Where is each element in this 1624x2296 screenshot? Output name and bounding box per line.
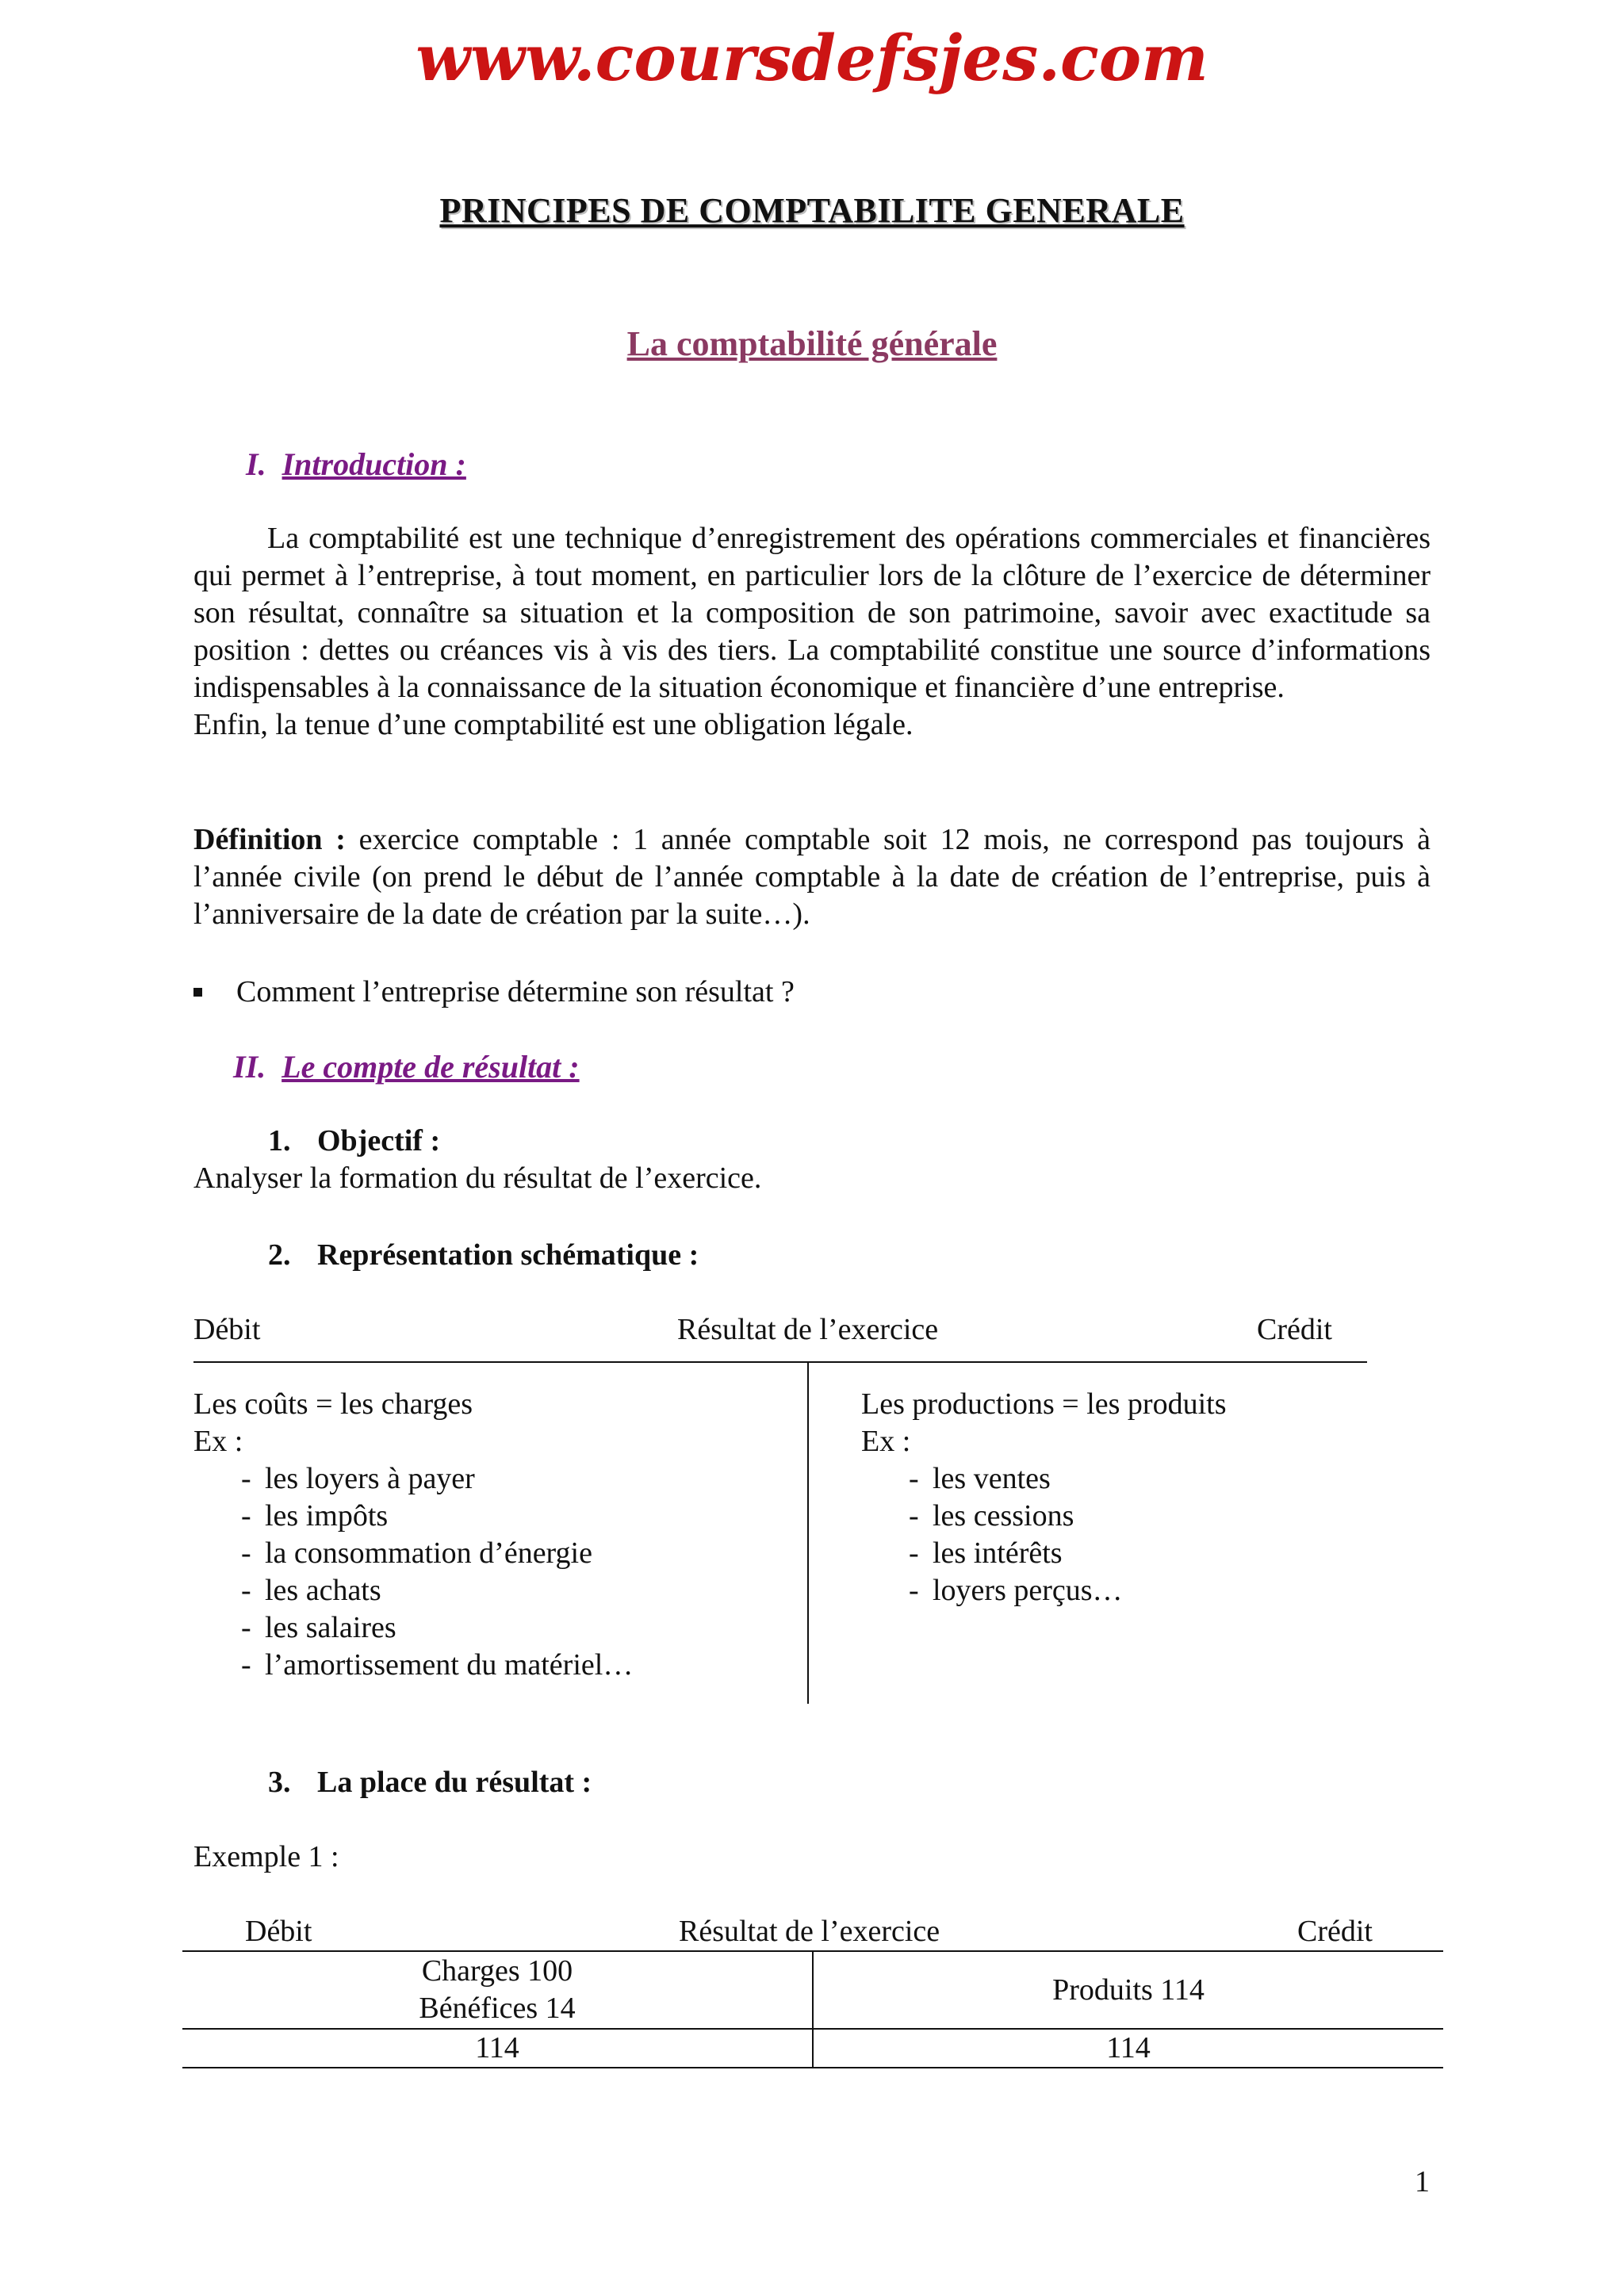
list-item: - les intérêts — [909, 1536, 1063, 1570]
produits-value: Produits 114 — [1052, 1973, 1205, 2007]
section-label: Le compte de résultat : — [282, 1049, 580, 1085]
example1-debit-label: Débit — [245, 1915, 312, 1948]
schema-vertical-rule — [807, 1361, 809, 1704]
example1-center-label: Résultat de l’exercice — [679, 1915, 940, 1948]
schema-debit-label: Débit — [193, 1313, 261, 1346]
section-heading-introduction — [246, 446, 466, 483]
table-row — [182, 2029, 1443, 2068]
section-number: I. — [246, 446, 266, 482]
subheading-number: 2. — [268, 1238, 291, 1272]
produits-list — [909, 1460, 1227, 1609]
intro-legal-text: Enfin, la tenue d’une comptabilité est une obligation légale. — [193, 708, 914, 741]
site-watermark: www.coursdefsjes.com — [416, 21, 1208, 95]
subheading-objectif — [268, 1123, 440, 1160]
subheading-label: Représentation schématique : — [317, 1238, 699, 1272]
list-item: - l’amortissement du matériel… — [241, 1648, 634, 1682]
list-item: - la consommation d’énergie — [241, 1536, 592, 1570]
charges-title: Les coûts = les charges — [193, 1387, 473, 1421]
section-number: II. — [233, 1049, 266, 1085]
list-item: - les ventes — [909, 1462, 1051, 1495]
table-cell-left — [182, 1951, 813, 2029]
produits-title: Les productions = les produits — [861, 1387, 1227, 1421]
charges-ex-label: Ex : — [193, 1425, 243, 1458]
table-cell-right — [813, 1951, 1443, 2029]
list-item: - les salaires — [241, 1611, 396, 1644]
example1-credit-label: Crédit — [1297, 1915, 1373, 1948]
subheading-label: La place du résultat : — [317, 1766, 592, 1799]
benefices-value: Bénéfices 14 — [419, 1992, 576, 2025]
page-number: 1 — [1415, 2165, 1430, 2198]
schema-horizontal-rule — [193, 1361, 1367, 1363]
subheading-number: 3. — [268, 1766, 291, 1799]
schema-debit-column — [193, 1386, 633, 1684]
definition-text: exercice comptable : 1 année comptable soit 12 mois, ne correspond pas toujours à l’année civile (on prend le début de l’année comptable à la date de création de l’entreprise, puis à l’anniversaire de la date de création par la suite…). — [193, 823, 1431, 931]
document-subtitle: La comptabilité générale — [626, 324, 998, 363]
bullet-question — [193, 974, 795, 1011]
definition-paragraph — [193, 821, 1431, 933]
charges-list — [241, 1460, 633, 1684]
intro-paragraph — [193, 520, 1431, 744]
example1-label: Exemple 1 : — [193, 1840, 339, 1873]
document-title: PRINCIPES DE COMPTABILITE GENERALE — [439, 191, 1185, 230]
objectif-text: Analyser la formation du résultat de l’exercice. — [193, 1161, 762, 1195]
list-item: - les achats — [241, 1574, 381, 1607]
subheading-place-resultat — [268, 1764, 592, 1801]
total-right: 114 — [1106, 2031, 1151, 2064]
list-item: - les loyers à payer — [241, 1462, 475, 1495]
list-item: - les cessions — [909, 1499, 1074, 1533]
list-item: - loyers perçus… — [909, 1574, 1123, 1607]
subheading-number: 1. — [268, 1124, 291, 1158]
section-heading-compte-de-resultat — [233, 1048, 580, 1085]
charges-value: Charges 100 — [421, 1954, 573, 1988]
produits-ex-label: Ex : — [861, 1425, 911, 1458]
bullet-text: Comment l’entreprise détermine son résultat ? — [236, 975, 795, 1008]
square-bullet-icon — [193, 988, 202, 997]
list-item: - les impôts — [241, 1499, 389, 1533]
table-row — [182, 1951, 1443, 2029]
intro-text: La comptabilité est une technique d’enregistrement des opérations commerciales et financières qui permet à l’entreprise, à tout moment, en particulier lors de la clôture de l’exercice de déterminer son résultat, connaître sa situation et la composition de son patrimoine, savoir avec exactitude sa position : dettes ou créances vis à vis des tiers. La comptabilité constitue une source d’informations indispensables à la connaissance de la situation économique et financière d’une entreprise. — [193, 522, 1431, 704]
example1-table — [182, 1950, 1443, 2068]
definition-label: Définition : — [193, 823, 346, 856]
section-label: Introduction : — [282, 446, 466, 482]
subheading-representation — [268, 1237, 699, 1274]
schema-center-label: Résultat de l’exercice — [677, 1313, 939, 1346]
total-left: 114 — [182, 2029, 813, 2068]
schema-credit-label: Crédit — [1257, 1313, 1332, 1346]
subheading-label: Objectif : — [317, 1124, 441, 1158]
schema-credit-column — [861, 1386, 1227, 1609]
